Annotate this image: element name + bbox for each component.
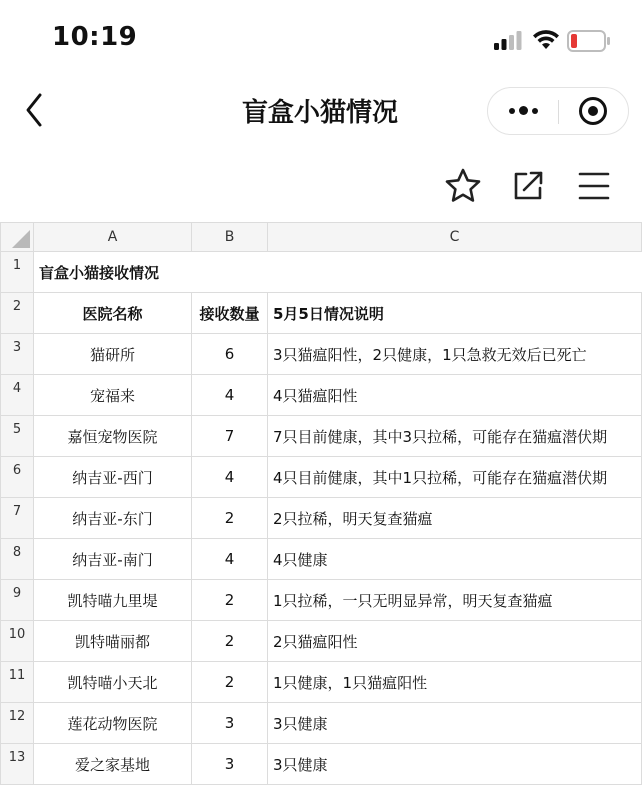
nav-bar <box>0 80 640 142</box>
select-all-icon <box>12 230 30 248</box>
status-time: 10:19 <box>52 22 138 52</box>
hospital-cell[interactable]: 宠福来 <box>34 375 192 416</box>
note-cell[interactable]: 3只健康 <box>268 744 642 785</box>
hospital-cell[interactable]: 凯特喵九里堤 <box>34 580 192 621</box>
back-icon <box>20 90 54 130</box>
table-row <box>1 457 642 498</box>
toolbar <box>0 160 640 210</box>
mini-program-capsule <box>487 87 629 135</box>
favorite-button[interactable] <box>443 166 483 206</box>
data-rows <box>1 334 642 785</box>
table-row <box>1 375 642 416</box>
row-number[interactable]: 6 <box>1 457 34 498</box>
hospital-cell[interactable]: 嘉恒宠物医院 <box>34 416 192 457</box>
row-number[interactable]: 7 <box>1 498 34 539</box>
count-cell[interactable]: 7 <box>192 416 268 457</box>
hospital-cell[interactable]: 莲花动物医院 <box>34 703 192 744</box>
header-cell-note[interactable]: 5月5日情况说明 <box>268 293 642 334</box>
page-title: 盲盒小猫情况 <box>241 98 398 128</box>
note-cell[interactable]: 2只拉稀，明天复查猫瘟 <box>268 498 642 539</box>
row-number[interactable]: 4 <box>1 375 34 416</box>
title-row <box>1 252 642 293</box>
column-header-c[interactable]: C <box>268 223 642 252</box>
header-row <box>1 293 642 334</box>
hospital-cell[interactable]: 纳吉亚-南门 <box>34 539 192 580</box>
note-cell[interactable]: 2只猫瘟阳性 <box>268 621 642 662</box>
note-cell[interactable]: 1只健康，1只猫瘟阳性 <box>268 662 642 703</box>
count-cell[interactable]: 3 <box>192 703 268 744</box>
share-icon <box>508 166 548 206</box>
row-number[interactable]: 13 <box>1 744 34 785</box>
status-bar <box>0 0 640 80</box>
row-number[interactable]: 8 <box>1 539 34 580</box>
back-button[interactable] <box>20 90 54 130</box>
table-row <box>1 703 642 744</box>
note-cell[interactable]: 3只猫瘟阳性，2只健康，1只急救无效后已死亡 <box>268 334 642 375</box>
hospital-cell[interactable]: 爱之家基地 <box>34 744 192 785</box>
header-cell-hospital[interactable]: 医院名称 <box>34 293 192 334</box>
count-cell[interactable]: 2 <box>192 662 268 703</box>
menu-button[interactable] <box>574 166 614 206</box>
count-cell[interactable]: 4 <box>192 457 268 498</box>
table-row <box>1 539 642 580</box>
column-header-a[interactable]: A <box>34 223 192 252</box>
column-header-b[interactable]: B <box>192 223 268 252</box>
note-cell[interactable]: 3只健康 <box>268 703 642 744</box>
table-row <box>1 334 642 375</box>
signal-icon <box>494 30 522 50</box>
count-cell[interactable]: 2 <box>192 498 268 539</box>
hospital-cell[interactable]: 纳吉亚-东门 <box>34 498 192 539</box>
table-row <box>1 621 642 662</box>
hospital-cell[interactable]: 纳吉亚-西门 <box>34 457 192 498</box>
row-number[interactable]: 11 <box>1 662 34 703</box>
menu-icon <box>574 166 614 206</box>
table-row <box>1 498 642 539</box>
count-cell[interactable]: 2 <box>192 580 268 621</box>
column-header-row <box>1 223 642 252</box>
sheet-title-cell[interactable]: 盲盒小猫接收情况 <box>34 252 642 293</box>
note-cell[interactable]: 7只目前健康，其中3只拉稀，可能存在猫瘟潜伏期 <box>268 416 642 457</box>
spreadsheet-grid <box>0 222 642 785</box>
wifi-icon <box>531 27 561 51</box>
row-number[interactable]: 10 <box>1 621 34 662</box>
table-row <box>1 662 642 703</box>
hospital-cell[interactable]: 猫研所 <box>34 334 192 375</box>
note-cell[interactable]: 4只健康 <box>268 539 642 580</box>
table-row <box>1 744 642 785</box>
row-number[interactable]: 5 <box>1 416 34 457</box>
note-cell[interactable]: 4只目前健康，其中1只拉稀，可能存在猫瘟潜伏期 <box>268 457 642 498</box>
select-all-corner[interactable] <box>1 223 34 252</box>
table-row <box>1 416 642 457</box>
table-row <box>1 580 642 621</box>
row-number[interactable]: 12 <box>1 703 34 744</box>
count-cell[interactable]: 6 <box>192 334 268 375</box>
hospital-cell[interactable]: 凯特喵丽都 <box>34 621 192 662</box>
more-button[interactable] <box>488 88 558 134</box>
header-cell-count[interactable]: 接收数量 <box>192 293 268 334</box>
star-icon <box>443 166 483 206</box>
hospital-cell[interactable]: 凯特喵小天北 <box>34 662 192 703</box>
row-number[interactable]: 9 <box>1 580 34 621</box>
count-cell[interactable]: 2 <box>192 621 268 662</box>
row-number[interactable]: 3 <box>1 334 34 375</box>
count-cell[interactable]: 3 <box>192 744 268 785</box>
row-number[interactable]: 1 <box>1 252 34 293</box>
share-button[interactable] <box>508 166 548 206</box>
count-cell[interactable]: 4 <box>192 539 268 580</box>
close-button[interactable] <box>559 88 629 134</box>
note-cell[interactable]: 4只猫瘟阳性 <box>268 375 642 416</box>
row-number[interactable]: 2 <box>1 293 34 334</box>
spreadsheet <box>0 222 640 774</box>
battery-icon <box>567 30 611 52</box>
note-cell[interactable]: 1只拉稀，一只无明显异常，明天复查猫瘟 <box>268 580 642 621</box>
count-cell[interactable]: 4 <box>192 375 268 416</box>
